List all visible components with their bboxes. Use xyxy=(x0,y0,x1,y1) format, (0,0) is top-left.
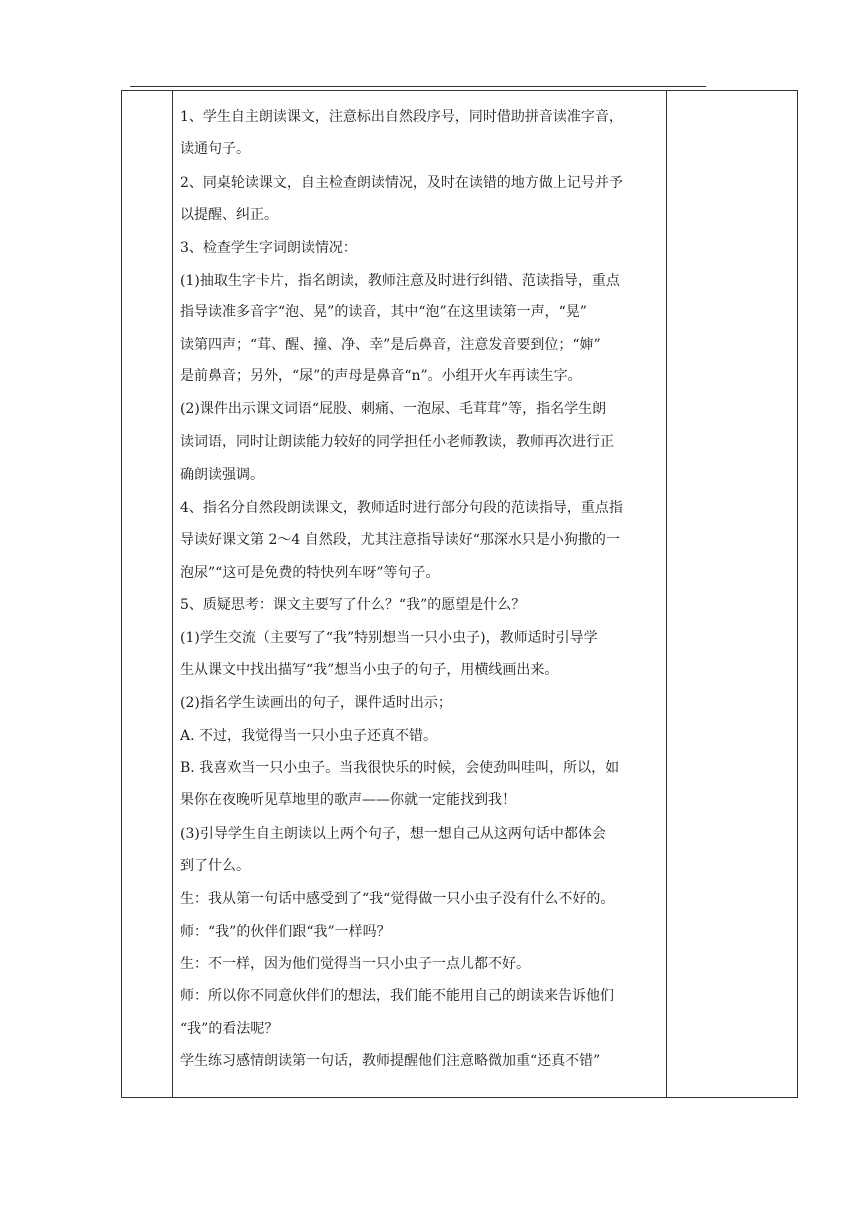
text-line: (2)指名学生读画出的句子，课件适时出示； xyxy=(180,695,452,711)
text-line: 5、质疑思考：课文主要写了什么？“我”的愿望是什么？ xyxy=(180,597,526,613)
text-line: 学生练习感情朗读第一句话，教师提醒他们注意略微加重“还真不错” xyxy=(180,1053,601,1069)
text-line: 果你在夜晚听见草地里的歌声——你就一定能找到我！ xyxy=(180,792,516,808)
text-line: (1)学生交流（主要写了“我”特别想当一只小虫子)，教师适时引导学 xyxy=(180,630,598,646)
text-line: 生从课文中找出描写“我”想当小虫子的句子，用横线画出来。 xyxy=(180,662,559,678)
text-line: 师：“我”的伙伴们跟“我”一样吗？ xyxy=(180,924,391,940)
text-line: 到了什么。 xyxy=(180,858,250,874)
text-line: 1、学生自主朗读课文，注意标出自然段序号，同时借助拼音读准字音， xyxy=(180,109,623,125)
text-line: 以提醒、纠正。 xyxy=(180,207,278,223)
text-line: (3)引导学生自主朗读以上两个句子，想一想自己从这两句话中都体会 xyxy=(180,826,606,842)
text-line: 2、同桌轮读课文，自主检查朗读情况，及时在读错的地方做上记号并予 xyxy=(180,175,623,191)
text-line: 师：所以你不同意伙伴们的想法，我们能不能用自己的朗读来告诉他们 xyxy=(180,988,614,1004)
text-line: 是前鼻音；另外，“尿”的声母是鼻音“n”。小组开火车再读生字。 xyxy=(180,368,582,384)
text-line: 确朗读强调。 xyxy=(180,467,264,483)
text-line: 生：不一样，因为他们觉得当一只小虫子一点儿都不好。 xyxy=(180,956,530,972)
table-column-divider-left xyxy=(172,91,173,1097)
text-line: 读第四声；“茸、醒、撞、净、幸”是后鼻音，注意发音要到位；“婶” xyxy=(180,337,601,353)
text-line: 指导读准多音字“泡、晃”的读音，其中“泡”在这里读第一声，“晃” xyxy=(180,304,587,320)
text-line: A. 不过，我觉得当一只小虫子还真不错。 xyxy=(180,728,438,744)
header-rule xyxy=(130,86,706,87)
text-line: (1)抽取生字卡片，指名朗读，教师注意及时进行纠错、范读指导，重点 xyxy=(180,273,620,289)
text-line: (2)课件出示课文词语“屁股、刺痛、一泡尿、毛茸茸”等，指名学生朗 xyxy=(180,401,607,417)
text-line: 导读好课文第 2～4 自然段，尤其注意指导读好“那深水只是小狗撒的一 xyxy=(180,532,620,548)
lesson-table xyxy=(121,90,798,1098)
text-line: 泡尿”“这可是免费的特快列车呀”等句子。 xyxy=(180,565,440,581)
table-column-divider-right xyxy=(666,91,667,1097)
text-line: 生：我从第一句话中感受到了“我“觉得做一只小虫子没有什么不好的。 xyxy=(180,891,615,907)
text-line: 4、指名分自然段朗读课文，教师适时进行部分句段的范读指导，重点指 xyxy=(180,500,623,516)
text-line: B. 我喜欢当一只小虫子。当我很快乐的时候，会使劲叫哇叫，所以，如 xyxy=(180,760,620,776)
text-line: 读通句子。 xyxy=(180,141,250,157)
text-line: 读词语，同时让朗读能力较好的同学担任小老师教读，教师再次进行正 xyxy=(180,434,614,450)
text-line: “我”的看法呢？ xyxy=(180,1021,279,1037)
text-line: 3、检查学生字词朗读情况： xyxy=(180,240,357,256)
